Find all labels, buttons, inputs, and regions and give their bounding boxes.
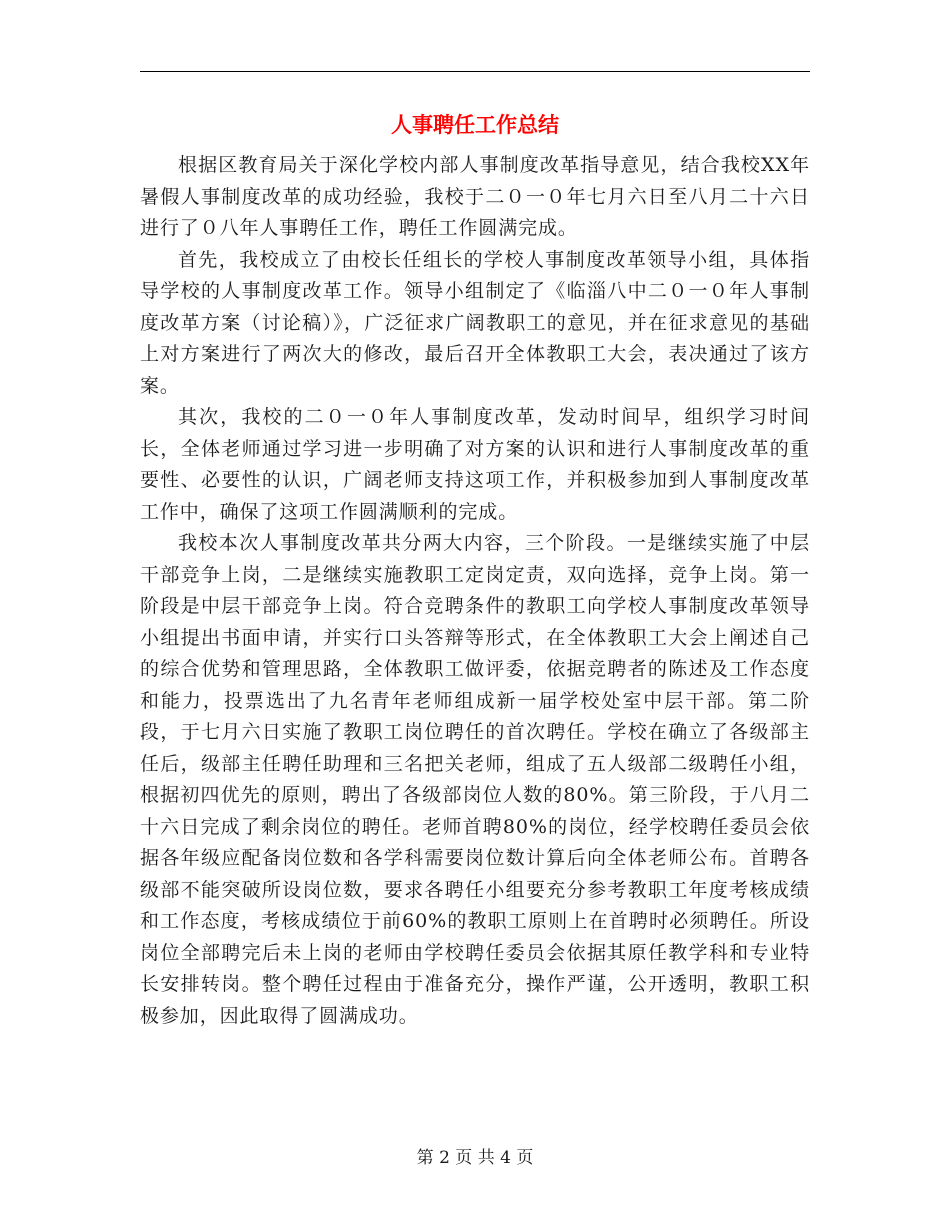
document-body: [140, 150, 810, 1032]
page-number: 第 2 页 共 4 页: [416, 1148, 534, 1168]
header-rule: [140, 71, 810, 72]
paragraph-2: 首先，我校成立了由校长任组长的学校人事制度改革领导小组，具体指导学校的人事制度改革工作。领导小组制定了《临淄八中二０一０年人事制度改革方案（讨论稿）》，广泛征求广阔教职工的意见，并在征求意见的基础上对方案进行了两次大的修改，最后召开全体教职工大会，表决通过了该方案。: [140, 248, 810, 397]
paragraph-3: 其次，我校的二０一０年人事制度改革，发动时间早，组织学习时间长，全体老师通过学习进一步明确了对方案的认识和进行人事制度改革的重要性、必要性的认识，广阔老师支持这项工作，并积极参加到人事制度改革工作中，确保了这项工作圆满顺利的完成。: [140, 406, 810, 523]
paragraph-4: 我校本次人事制度改革共分两大内容，三个阶段。一是继续实施了中层干部竞争上岗，二是继续实施教职工定岗定责，双向选择，竞争上岗。第一阶段是中层干部竞争上岗。符合竞聘条件的教职工向学校人事制度改革领导小组提出书面申请，并实行口头答辩等形式，在全体教职工大会上阐述自己的综合优势和管理思路，全体教职工做评委，依据竞聘者的陈述及工作态度和能力，投票选出了九名青年老师组成新一届学校处室中层干部。第二阶段，于七月六日实施了教职工岗位聘任的首次聘任。学校在确立了各级部主任后，级部主任聘任助理和三名把关老师，组成了五人级部二级聘任小组，根据初四优先的原则，聘出了各级部岗位人数的80%。第三阶段，于八月二十六日完成了剩余岗位的聘任。老师首聘80%的岗位，经学校聘任委员会依据各年级应配备岗位数和各学科需要岗位数计算后向全体老师公布。首聘各级部不能突破所设岗位数，要求各聘任小组要充分参考教职工年度考核成绩和工作态度，考核成绩位于前60%的教职工原则上在首聘时必须聘任。所设岗位全部聘完后未上岗的老师由学校聘任委员会依据其原任教学科和专业特长安排转岗。整个聘任过程由于准备充分，操作严谨，公开透明，教职工积极参加，因此取得了圆满成功。: [140, 532, 810, 1027]
page-title: 人事聘任工作总结: [391, 112, 559, 137]
paragraph-1: 根据区教育局关于深化学校内部人事制度改革指导意见，结合我校XX年暑假人事制度改革的成功经验，我校于二０一０年七月六日至八月二十六日进行了０八年人事聘任工作，聘任工作圆满完成。: [140, 154, 810, 239]
